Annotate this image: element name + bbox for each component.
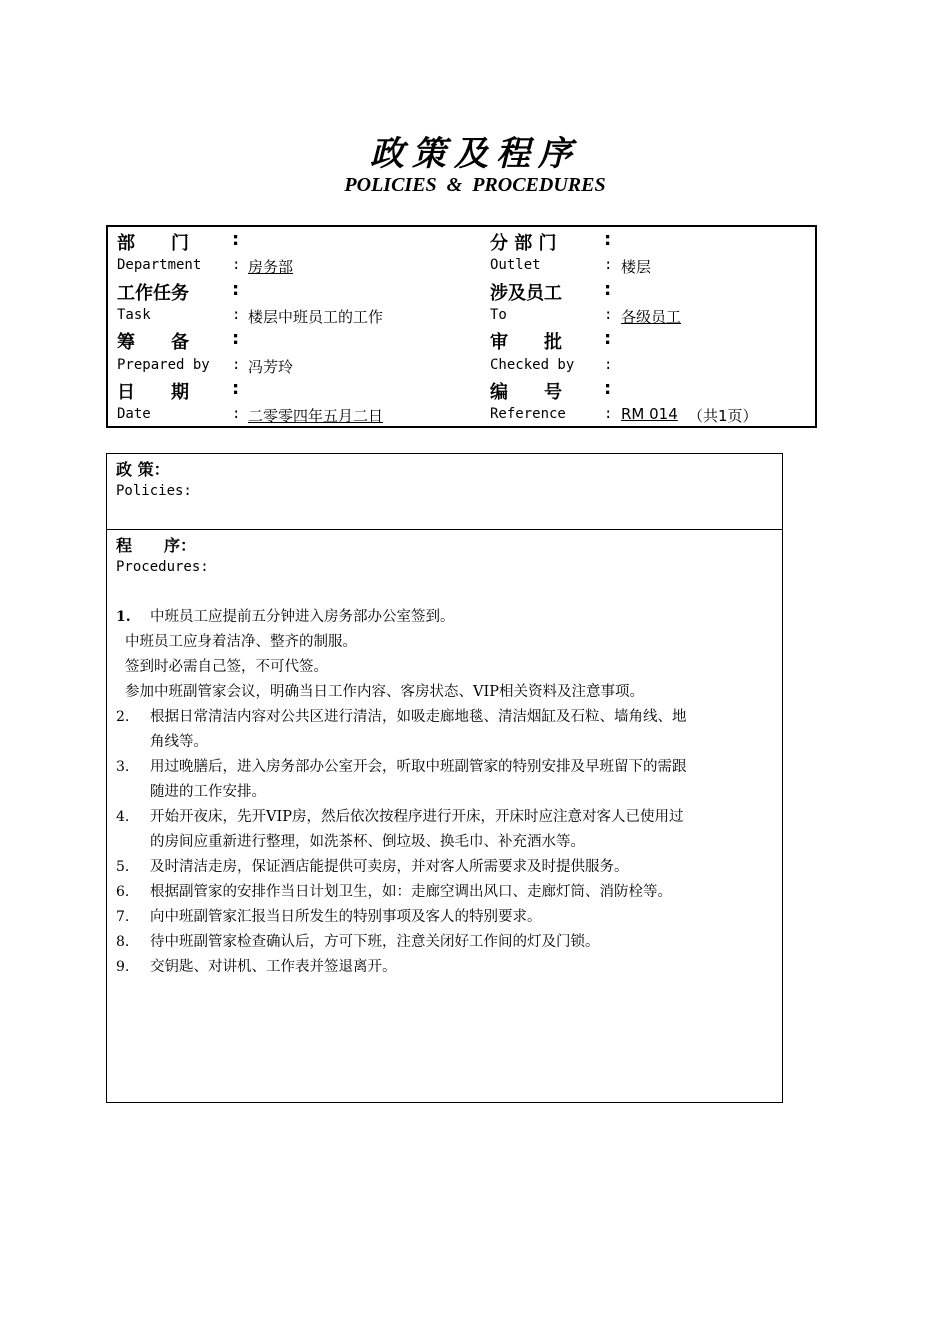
colon: : — [232, 279, 240, 300]
procedures-heading-cn: 程 序： — [116, 536, 197, 555]
colon: : — [604, 357, 613, 373]
task-value: 楼层中班员工的工作 — [248, 308, 384, 326]
procedure-text: 参加中班副管家会议，明确当日工作内容、客房状态、VIP相关资料及注意事项。 — [125, 684, 644, 700]
colon: : — [232, 357, 241, 373]
content-table — [106, 453, 783, 1103]
colon: : — [604, 307, 613, 323]
to-value: 各级员工 — [621, 308, 682, 326]
procedure-text: 根据副管家的安排作当日计划卫生，如：走廊空调出风口、走廊灯筒、消防栓等。 — [150, 884, 672, 900]
procedures-heading-en: Procedures: — [116, 559, 209, 575]
procedure-text: 中班员工应身着洁净、整齐的制服。 — [125, 634, 357, 650]
date-label-cn: 日 期 — [117, 382, 189, 403]
page-subtitle: POLICIES & PROCEDURES — [344, 174, 606, 196]
colon: : — [604, 328, 612, 349]
date-value: 二零零四年五月二日 — [248, 407, 384, 425]
procedure-number: 1. — [116, 609, 131, 625]
colon: : — [232, 307, 241, 323]
prepared-label-en: Prepared by — [117, 357, 210, 373]
procedure-text: 开始开夜床，先开VIP房，然后依次按程序进行开床，开床时应注意对客人已使用过 — [150, 809, 684, 825]
colon: : — [232, 257, 241, 273]
checked-label-en: Checked by — [490, 357, 575, 373]
prepared-label-cn: 筹 备 — [117, 332, 189, 353]
reference-pages: （共1页） — [688, 407, 758, 425]
procedure-number: 5. — [116, 859, 130, 875]
procedure-text: 中班员工应提前五分钟进入房务部办公室签到。 — [150, 609, 455, 625]
colon: : — [604, 257, 613, 273]
outlet-label-cn: 分 部 门 — [490, 233, 557, 254]
date-label-en: Date — [117, 406, 151, 422]
procedure-text: 交钥匙、对讲机、工作表并签退离开。 — [150, 959, 397, 975]
procedure-text: 签到时必需自己签，不可代签。 — [125, 659, 328, 675]
procedure-text: 随进的工作安排。 — [150, 784, 266, 800]
procedure-number: 7. — [116, 909, 130, 925]
colon: : — [232, 328, 240, 349]
header-info-table — [106, 225, 817, 428]
procedure-number: 2. — [116, 709, 130, 725]
procedure-number: 8. — [116, 934, 130, 950]
section-divider — [107, 529, 782, 530]
to-label-en: To — [490, 307, 507, 323]
checked-label-cn: 审 批 — [490, 332, 562, 353]
colon: : — [604, 279, 612, 300]
colon: : — [232, 406, 241, 422]
colon: : — [604, 229, 612, 250]
task-label-cn: 工作任务 — [117, 283, 189, 304]
procedure-number: 4. — [116, 809, 130, 825]
to-label-cn: 涉及员工 — [490, 283, 562, 304]
prepared-value: 冯芳玲 — [248, 358, 294, 376]
department-label-en: Department — [117, 257, 202, 273]
colon: : — [604, 378, 612, 399]
procedure-text: 根据日常清洁内容对公共区进行清洁，如吸走廊地毯、清洁烟缸及石粒、墙角线、地 — [150, 709, 687, 725]
procedure-text: 向中班副管家汇报当日所发生的特别事项及客人的特别要求。 — [150, 909, 542, 925]
procedure-number: 6. — [116, 884, 130, 900]
procedure-number: 3. — [116, 759, 130, 775]
colon: : — [232, 378, 240, 399]
reference-label-en: Reference — [490, 406, 566, 422]
colon: : — [232, 229, 240, 250]
reference-label-cn: 编 号 — [490, 382, 562, 403]
task-label-en: Task — [117, 307, 151, 323]
reference-value: RM 014 — [621, 405, 678, 423]
outlet-label-en: Outlet — [490, 257, 541, 273]
procedure-text: 的房间应重新进行整理，如洗茶杯、倒垃圾、换毛巾、补充酒水等。 — [150, 834, 585, 850]
page-title: 政策及程序 — [370, 134, 580, 174]
procedure-text: 角线等。 — [150, 734, 208, 750]
policies-heading-cn: 政 策： — [116, 460, 170, 479]
procedure-text: 及时清洁走房，保证酒店能提供可卖房，并对客人所需要求及时提供服务。 — [150, 859, 629, 875]
colon: : — [604, 406, 613, 422]
outlet-value: 楼层 — [621, 258, 652, 276]
procedure-number: 9. — [116, 959, 130, 975]
department-label-cn: 部 门 — [117, 233, 189, 254]
policies-heading-en: Policies: — [116, 483, 192, 499]
procedure-text: 用过晚膳后，进入房务部办公室开会，听取中班副管家的特别安排及早班留下的需跟 — [150, 759, 687, 775]
department-value: 房务部 — [248, 258, 294, 276]
procedure-text: 待中班副管家检查确认后，方可下班，注意关闭好工作间的灯及门锁。 — [150, 934, 600, 950]
